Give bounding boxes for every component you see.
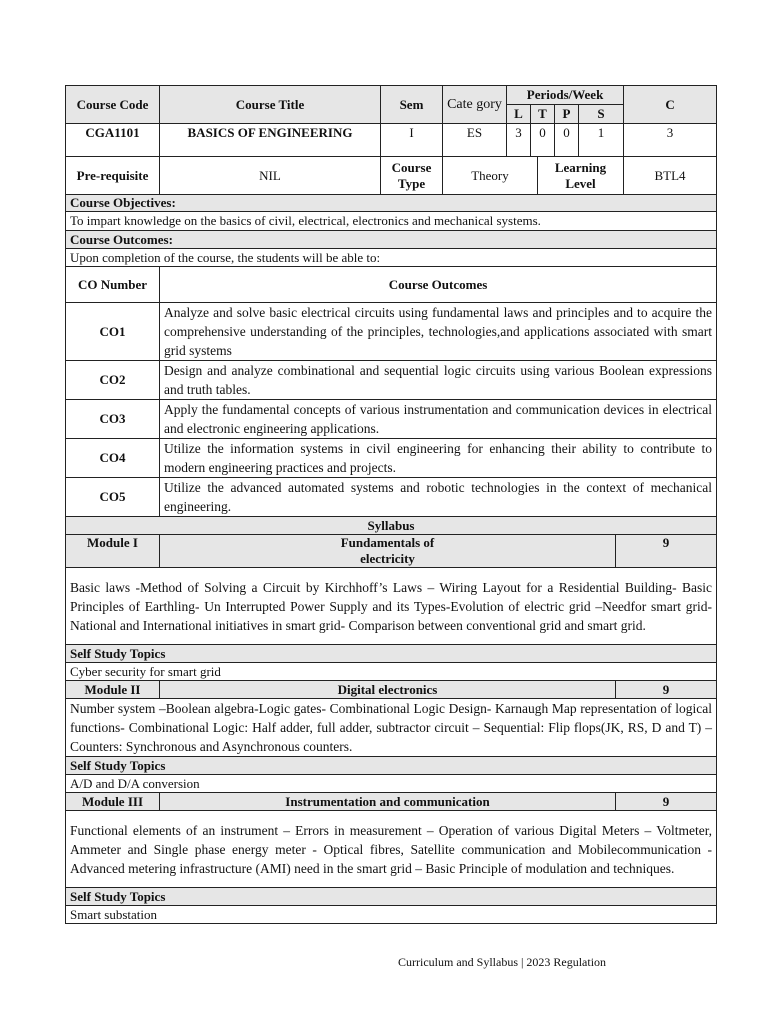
co-description: Utilize the information systems in civil engineering for enhancing their ability to contribute to modern engineering practices and projects.: [160, 439, 717, 478]
category-value: ES: [443, 124, 507, 157]
module-content: Number system –Boolean algebra-Logic gates- Combinational Logic Design- Karnaugh Map representation of logical functions- Combinational Logic: Half adder, full adder, subtractor circuit – Sequential: Flip flops(JK, RS, D and T) – Counters: Synchronous and Asynchronous counters.: [66, 699, 717, 757]
self-study-label: Self Study Topics: [66, 888, 717, 906]
course-header-table: [65, 85, 717, 157]
t-value: 0: [531, 124, 555, 157]
course-code: CGA1101: [66, 124, 160, 157]
l-label: L: [507, 105, 531, 124]
t-label: T: [531, 105, 555, 124]
co-number: CO5: [66, 478, 160, 517]
module-hours: 9: [616, 793, 717, 811]
course-outcomes-intro: Upon completion of the course, the students will be able to:: [66, 249, 717, 267]
p-label: P: [555, 105, 579, 124]
syllabus-body-table: [65, 194, 717, 924]
s-value: 1: [579, 124, 624, 157]
l-value: 3: [507, 124, 531, 157]
co-number: CO4: [66, 439, 160, 478]
category-label: Cate gory: [443, 86, 507, 124]
self-study-label: Self Study Topics: [66, 645, 717, 663]
co-description: Utilize the advanced automated systems and robotic technologies in the context of mechanical engineering.: [160, 478, 717, 517]
module-name: Module I: [66, 535, 160, 568]
module-name: Module III: [66, 793, 160, 811]
sem-label: Sem: [381, 86, 443, 124]
credits-label: C: [624, 86, 717, 124]
module-content: Basic laws -Method of Solving a Circuit by Kirchhoff’s Laws – Wiring Layout for a Residential Building- Basic Principles of Earthling- Un Interrupted Power Supply and its Types-Evolution of electric grid –Needfor smart grid- National and International initiatives in smart grid- Comparison between conventional grid and smart grid.: [66, 568, 717, 645]
course-outcomes-header: Course Outcomes: [160, 267, 717, 303]
credits-value: 3: [624, 124, 717, 157]
course-code-label: Course Code: [66, 86, 160, 124]
course-outcomes-label: Course Outcomes:: [66, 231, 717, 249]
prerequisite-label: Pre-requisite: [66, 157, 160, 195]
course-title: BASICS OF ENGINEERING: [160, 124, 381, 157]
learning-level-value: BTL4: [624, 157, 717, 195]
co-number: CO1: [66, 303, 160, 361]
module-title: Digital electronics: [160, 681, 616, 699]
module-content: Functional elements of an instrument – Errors in measurement – Operation of various Digital Meters – Voltmeter, Ammeter and Single phase energy meter - Optical fibres, Satellite communication and Mobilecommunication - Advanced metering infrastructure (AMI) need in the smart grid – Basic Principle of modulation and techniques.: [66, 811, 717, 888]
prerequisite-value: NIL: [160, 157, 381, 195]
s-label: S: [579, 105, 624, 124]
co-number: CO2: [66, 361, 160, 400]
periods-week-label: Periods/Week: [507, 86, 624, 105]
page-footer: Curriculum and Syllabus | 2023 Regulation: [398, 955, 607, 969]
module-title: Fundamentals of electricity: [160, 535, 616, 568]
self-study-topic: A/D and D/A conversion: [66, 775, 717, 793]
self-study-topic: Smart substation: [66, 906, 717, 924]
co-number-label: CO Number: [66, 267, 160, 303]
course-type-value: Theory: [443, 157, 538, 195]
module-hours: 9: [616, 535, 717, 568]
learning-level-label: Learning Level: [538, 157, 624, 195]
course-type-label: Course Type: [381, 157, 443, 195]
course-title-label: Course Title: [160, 86, 381, 124]
syllabus-label: Syllabus: [66, 517, 717, 535]
co-description: Analyze and solve basic electrical circuits using fundamental laws and principles and to acquire the comprehensive understanding of the principles, technologies,and applications associated with smart grid systems: [160, 303, 717, 361]
self-study-label: Self Study Topics: [66, 757, 717, 775]
prerequisite-table: [65, 156, 717, 195]
sem-value: I: [381, 124, 443, 157]
course-objectives-text: To impart knowledge on the basics of civil, electrical, electronics and mechanical systems.: [66, 212, 717, 231]
co-description: Design and analyze combinational and sequential logic circuits using various Boolean expressions and truth tables.: [160, 361, 717, 400]
course-objectives-label: Course Objectives:: [66, 195, 717, 212]
module-name: Module II: [66, 681, 160, 699]
module-hours: 9: [616, 681, 717, 699]
co-description: Apply the fundamental concepts of various instrumentation and communication devices in electrical and electronic engineering applications.: [160, 400, 717, 439]
co-number: CO3: [66, 400, 160, 439]
p-value: 0: [555, 124, 579, 157]
module-title: Instrumentation and communication: [160, 793, 616, 811]
self-study-topic: Cyber security for smart grid: [66, 663, 717, 681]
